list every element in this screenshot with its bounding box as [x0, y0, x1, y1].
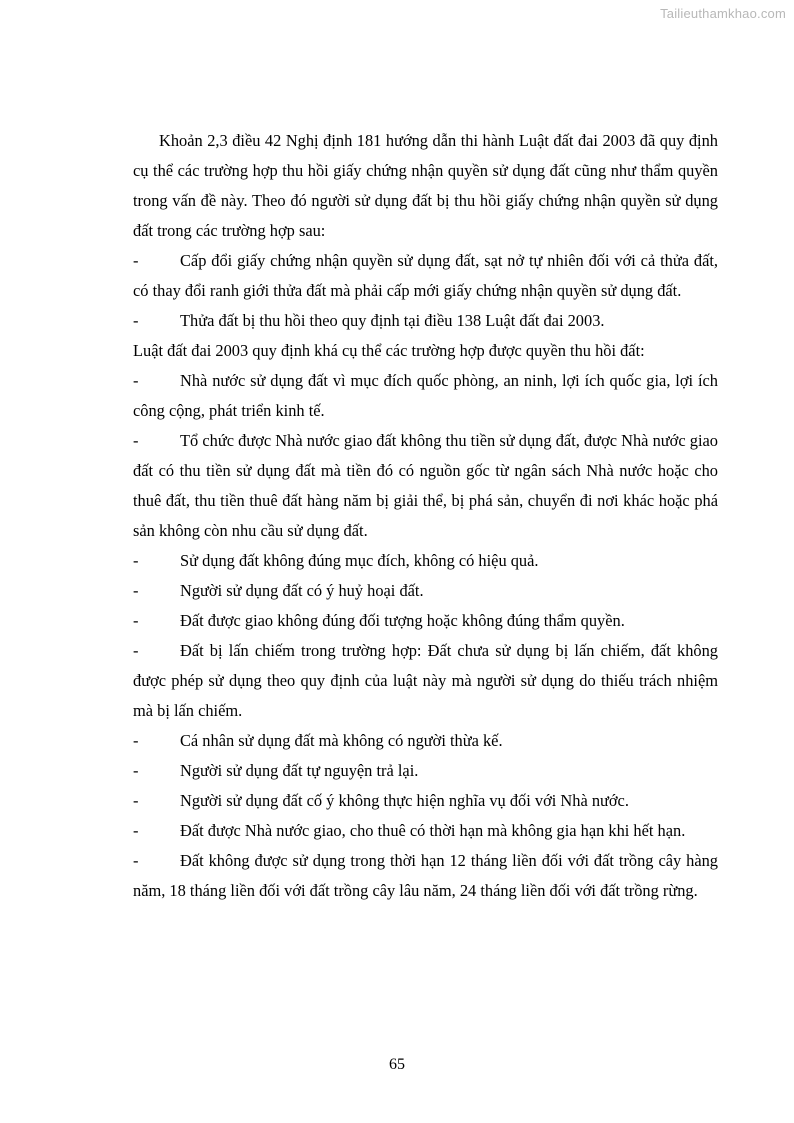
list-item-text: Cấp đổi giấy chứng nhận quyền sử dụng đất, sạt nở tự nhiên đối với cả thửa đất, có thay đổi ranh giới thửa đất mà phải cấp mới giấy chứng nhận quyền sử dụng đất. — [133, 251, 718, 300]
law-intro-paragraph: Luật đất đai 2003 quy định khá cụ thể các trường hợp được quyền thu hồi đất: — [133, 341, 645, 360]
list-dash: - — [133, 551, 139, 570]
list-item-text: Người sử dụng đất cố ý không thực hiện nghĩa vụ đối với Nhà nước. — [180, 791, 629, 810]
list-item — [133, 636, 718, 726]
list-item — [133, 846, 718, 906]
list-item-text: Đất được giao không đúng đối tượng hoặc không đúng thẩm quyền. — [180, 611, 625, 630]
list-item — [133, 426, 718, 546]
list-item — [133, 246, 718, 306]
list-dash: - — [133, 851, 139, 870]
list-item-text: Thửa đất bị thu hồi theo quy định tại điều 138 Luật đất đai 2003. — [180, 311, 605, 330]
list-item-text: Đất được Nhà nước giao, cho thuê có thời hạn mà không gia hạn khi hết hạn. — [180, 821, 686, 840]
list-item-text: Người sử dụng đất tự nguyện trả lại. — [180, 761, 419, 780]
list-item-text: Đất không được sử dụng trong thời hạn 12 tháng liền đối với đất trồng cây hàng năm, 18 tháng liền đối với đất trồng cây lâu năm, 24 tháng liền đối với đất trồng rừng. — [133, 851, 718, 900]
list-dash: - — [133, 611, 139, 630]
list-item-text: Người sử dụng đất có ý huỷ hoại đất. — [180, 581, 424, 600]
page-number: 65 — [389, 1056, 405, 1073]
list-item-text: Sử dụng đất không đúng mục đích, không có hiệu quả. — [180, 551, 539, 570]
list-item — [133, 606, 718, 636]
list-item — [133, 816, 718, 846]
land-revocation-list — [133, 366, 718, 906]
certificate-revocation-list — [133, 246, 718, 336]
list-item-text: Tổ chức được Nhà nước giao đất không thu tiền sử dụng đất, được Nhà nước giao đất có thu tiền sử dụng đất mà tiền đó có nguồn gốc từ ngân sách Nhà nước hoặc cho thuê đất, thu tiền thuê đất hàng năm bị giải thể, bị phá sản, chuyển đi nơi khác hoặc phá sản không còn nhu cầu sử dụng đất. — [133, 431, 718, 540]
list-dash: - — [133, 641, 139, 660]
list-item — [133, 576, 718, 606]
list-item — [133, 546, 718, 576]
list-item — [133, 786, 718, 816]
list-item-text: Cá nhân sử dụng đất mà không có người thừa kế. — [180, 731, 503, 750]
list-dash: - — [133, 251, 139, 270]
document-body — [133, 126, 718, 906]
list-dash: - — [133, 821, 139, 840]
list-dash: - — [133, 581, 139, 600]
list-item-text: Đất bị lấn chiếm trong trường hợp: Đất chưa sử dụng bị lấn chiếm, đất không được phép sử dụng theo quy định của luật này mà người sử dụng do thiếu trách nhiệm mà bị lấn chiếm. — [133, 641, 718, 720]
list-dash: - — [133, 731, 139, 750]
list-dash: - — [133, 371, 139, 390]
watermark: Tailieuthamkhao.com — [660, 6, 786, 21]
list-item — [133, 366, 718, 426]
list-dash: - — [133, 761, 139, 780]
list-item — [133, 726, 718, 756]
list-dash: - — [133, 791, 139, 810]
intro-paragraph: Khoản 2,3 điều 42 Nghị định 181 hướng dẫn thi hành Luật đất đai 2003 đã quy định cụ thể các trường hợp thu hồi giấy chứng nhận quyền sử dụng đất cũng như thẩm quyền trong vấn đề này. Theo đó người sử dụng đất bị thu hồi giấy chứng nhận quyền sử dụng đất trong các trường hợp sau: — [133, 131, 718, 240]
list-dash: - — [133, 431, 139, 450]
list-dash: - — [133, 311, 139, 330]
list-item-text: Nhà nước sử dụng đất vì mục đích quốc phòng, an ninh, lợi ích quốc gia, lợi ích công cộng, phát triển kinh tế. — [133, 371, 718, 420]
list-item — [133, 756, 718, 786]
list-item — [133, 306, 718, 336]
